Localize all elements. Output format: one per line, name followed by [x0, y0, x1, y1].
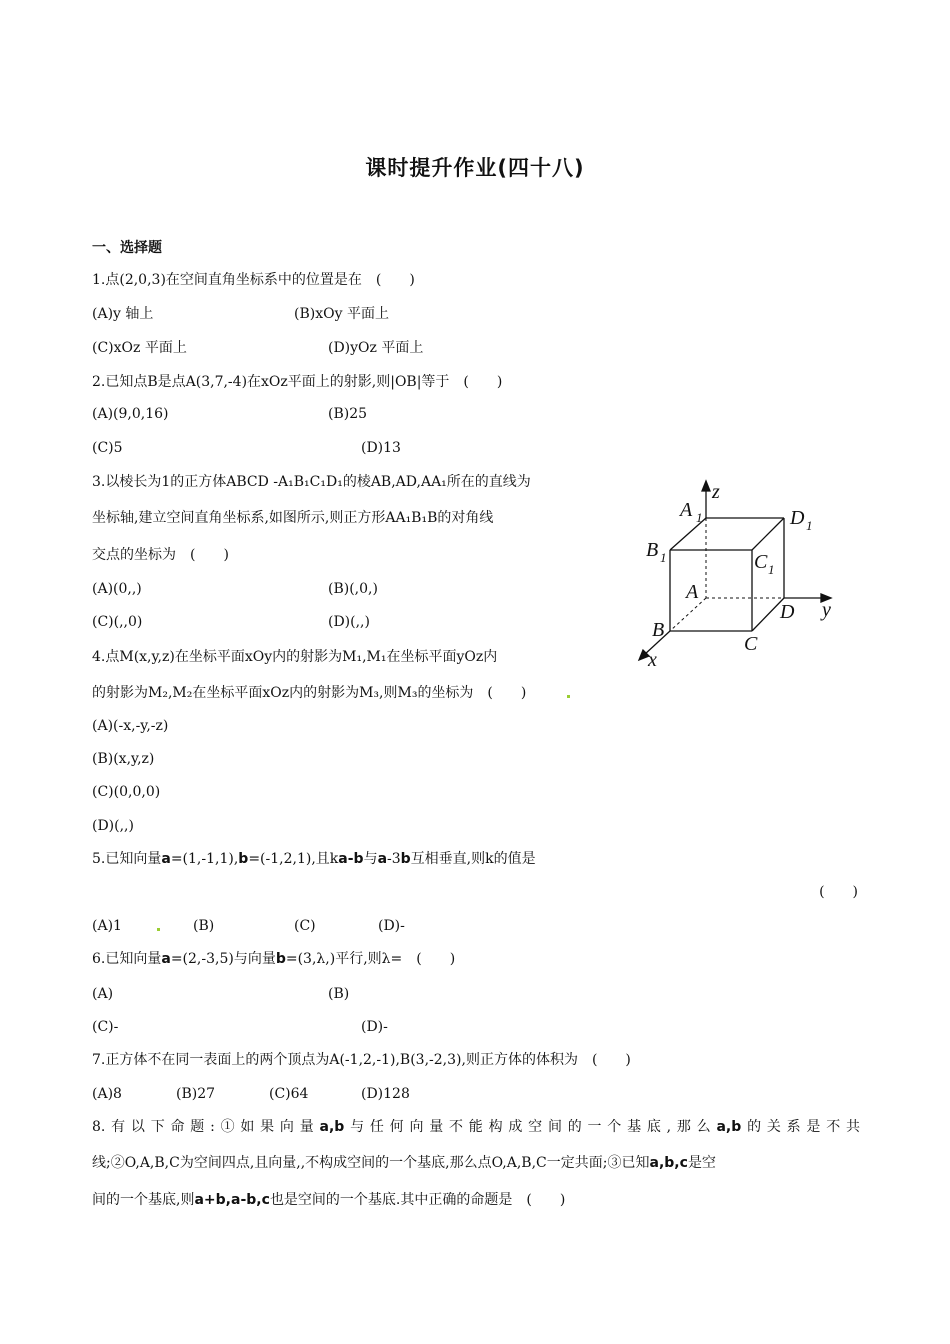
edge-c1d1 [752, 518, 784, 550]
label-b1: B [646, 539, 659, 561]
vector-b: b [664, 1155, 675, 1171]
vector-b: b [400, 851, 411, 867]
q5-minus: - [347, 851, 354, 867]
question-3-line-3: 交点的坐标为 ( ) [92, 547, 229, 563]
vector-b: b [246, 1192, 257, 1208]
cube-coordinate-figure [630, 478, 840, 670]
q8-minus: - [240, 1192, 247, 1208]
q5-text: 与 [363, 851, 378, 867]
question-8-line-2 [92, 1153, 716, 1173]
label-c1: C [754, 551, 768, 573]
question-1-option-b: (B)xOy 平面上 [294, 306, 389, 322]
q8-comma: , [256, 1192, 262, 1208]
q8-comma: , [328, 1119, 335, 1135]
vector-a: a [194, 1192, 204, 1208]
vector-b: b [353, 851, 364, 867]
q8-comma: , [725, 1119, 732, 1135]
question-7-option-a: (A)8 [92, 1086, 122, 1102]
question-6-option-c: (C)- [92, 1019, 119, 1035]
question-1-option-c: (C)xOz 平面上 [92, 340, 187, 356]
label-a: A [686, 581, 699, 603]
question-1-option-a: (A)y 轴上 [92, 306, 154, 322]
question-4-line-1: 4.点M(x,y,z)在坐标平面xOy内的射影为M₁,M₁在坐标平面yOz内 [92, 649, 498, 665]
question-4-option-d: (D)(,,) [92, 818, 134, 834]
label-b: B [652, 619, 665, 641]
label-z: z [712, 481, 720, 503]
q5-text: =(-1,2,1),且k [248, 851, 339, 867]
question-2-option-a: (A)(9,0,16) [92, 406, 169, 422]
q8-text: 也是空间的一个基底.其中正确的命题是 ( ) [269, 1192, 566, 1208]
question-8-line-1 [92, 1117, 860, 1137]
q8-text: 与任何向量不能构成空间的一个基底,那么 [344, 1119, 717, 1135]
question-5-option-d: (D)- [378, 918, 405, 934]
q5-text: 互相垂直,则k的值是 [410, 851, 536, 867]
label-c: C [744, 633, 758, 655]
question-6-stem [92, 949, 455, 969]
question-6-option-a: (A) [92, 986, 114, 1002]
question-2-option-b: (B)25 [328, 406, 368, 422]
question-7-stem: 7.正方体不在同一表面上的两个顶点为A(-1,2,-1),B(3,-2,3),则正方体的体积为 ( ) [92, 1052, 631, 1068]
question-5-option-c: (C) [294, 918, 316, 934]
vector-c: c [261, 1192, 270, 1208]
question-3-option-b: (B)(,0,) [328, 581, 378, 597]
vector-a: a [231, 1192, 241, 1208]
q8-plus: + [203, 1192, 216, 1208]
question-3-line-1: 3.以棱长为1的正方体ABCD -A₁B₁C₁D₁的棱AB,AD,AA₁所在的直线为 [92, 474, 531, 490]
question-6-option-b: (B) [328, 986, 350, 1002]
question-2-stem: 2.已知点B是点A(3,7,-4)在xOz平面上的射影,则|OB|等于 ( ) [92, 374, 503, 390]
label-d1-sub: 1 [806, 518, 813, 533]
question-6-option-d: (D)- [361, 1019, 388, 1035]
question-1-stem: 1.点(2,0,3)在空间直角坐标系中的位置是在 ( ) [92, 272, 415, 288]
question-4-option-a: (A)(-x,-y,-z) [92, 718, 169, 734]
question-2-option-d: (D)13 [361, 440, 401, 456]
vector-a: a [338, 851, 348, 867]
scan-speck [157, 928, 160, 931]
question-5-stem [92, 849, 536, 869]
label-y: y [822, 599, 831, 621]
q8-text: 线;②O,A,B,C为空间四点,且向量,,不构成空间的一个基底,那么点O,A,B,C一定共面;③已知 [92, 1155, 650, 1171]
vector-a: a [377, 851, 388, 867]
q5-text: -3 [387, 851, 401, 867]
vector-a: a [161, 951, 171, 967]
question-3-option-d: (D)(,,) [328, 614, 370, 630]
vector-b: b [275, 951, 286, 967]
question-5-option-a: (A)1 [92, 918, 122, 934]
question-4-line-2: 的射影为M₂,M₂在坐标平面xOz内的射影为M₃,则M₃的坐标为 ( ) [92, 685, 527, 701]
question-1-option-d: (D)yOz 平面上 [328, 340, 424, 356]
vector-a: a [319, 1119, 329, 1135]
q6-text: =(2,-3,5)与向量 [170, 951, 276, 967]
q5-text: 5.已知向量 [92, 851, 162, 867]
label-b1-sub: 1 [660, 550, 667, 565]
vector-a: a [649, 1155, 659, 1171]
question-5-option-b: (B) [193, 918, 215, 934]
label-x: x [648, 649, 657, 670]
section-heading: 一、选择题 [92, 240, 162, 256]
vector-b: b [215, 1192, 226, 1208]
vector-b: b [238, 851, 249, 867]
q8-comma: , [674, 1155, 680, 1171]
label-d: D [780, 601, 795, 623]
question-7-option-b: (B)27 [176, 1086, 216, 1102]
vector-a: a [716, 1119, 726, 1135]
q6-text: =(3,λ,)平行,则λ= ( ) [285, 951, 456, 967]
q8-text: 的关系是不共 [741, 1119, 860, 1135]
question-7-option-c: (C)64 [269, 1086, 309, 1102]
question-5-answer-paren: ( ) [819, 884, 858, 900]
question-8-line-3 [92, 1190, 565, 1210]
q8-text: 是空 [687, 1155, 716, 1171]
question-7-option-d: (D)128 [361, 1086, 410, 1102]
label-c1-sub: 1 [768, 562, 775, 577]
question-4-option-b: (B)(x,y,z) [92, 751, 155, 767]
scan-speck [567, 695, 570, 698]
q8-comma: , [225, 1192, 231, 1208]
q6-text: 6.已知向量 [92, 951, 162, 967]
label-d1: D [790, 507, 805, 529]
question-3-option-a: (A)(0,,) [92, 581, 142, 597]
label-a1: A [680, 499, 693, 521]
question-3-line-2: 坐标轴,建立空间直角坐标系,如图所示,则正方形AA₁B₁B的对角线 [92, 510, 494, 526]
question-3-option-c: (C)(,,0) [92, 614, 143, 630]
vector-a: a [161, 851, 171, 867]
vector-b: b [731, 1119, 742, 1135]
label-a1-sub: 1 [696, 510, 703, 525]
q5-text: =(1,-1,1), [170, 851, 239, 867]
q8-comma: , [658, 1155, 665, 1171]
z-axis-arrow [702, 481, 710, 491]
vector-c: c [679, 1155, 688, 1171]
question-2-option-c: (C)5 [92, 440, 123, 456]
question-4-option-c: (C)(0,0,0) [92, 784, 161, 800]
vector-b: b [334, 1119, 345, 1135]
q8-text: 间的一个基底,则 [92, 1192, 195, 1208]
page-title: 课时提升作业(四十八) [365, 156, 585, 180]
q8-text: 8.有以下命题:①如果向量 [92, 1119, 320, 1135]
